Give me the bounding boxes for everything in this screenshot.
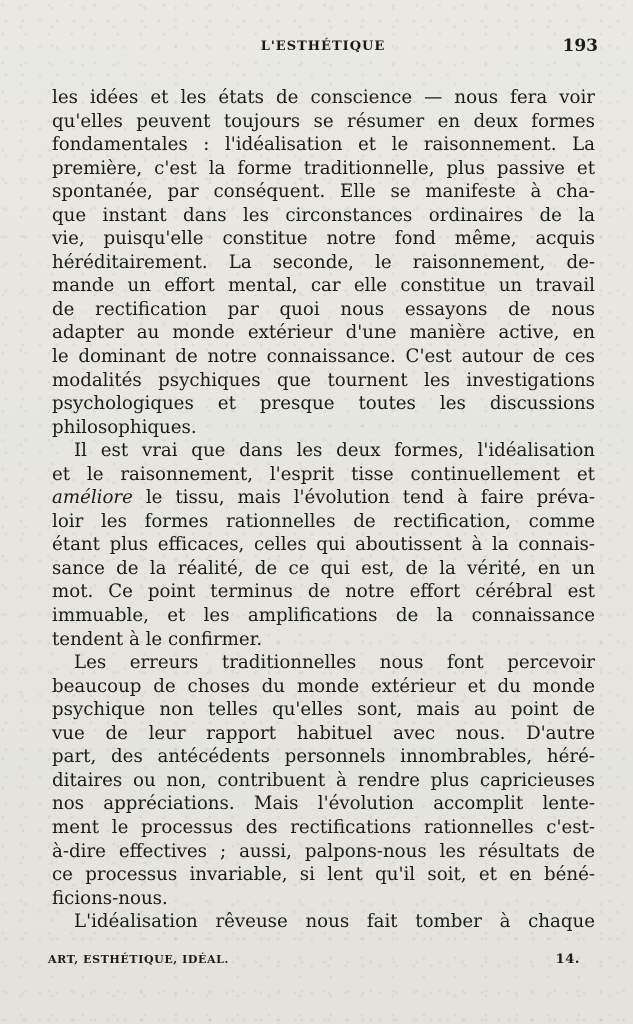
signature-line: ART, ESTHÉTIQUE, IDÉAL. (48, 953, 229, 966)
text-line: immuable, et les amplifications de la connaissance (52, 605, 595, 627)
text-line: sance de la réalité, de ce qui est, de la vérité, en un (52, 557, 595, 579)
text-line: les idées et les états de conscience — nous fera voir (52, 87, 595, 108)
text-line: ditaires ou non, contribuent à rendre plus capricieuses (52, 769, 595, 791)
text-line: Les erreurs traditionnelles nous font percevoir (74, 652, 595, 674)
text-line: vue de leur rapport habituel avec nous. D'autre (52, 722, 595, 744)
text-line: ficions-nous. (52, 887, 168, 909)
text-line: spontanée, par conséquent. Elle se manifeste à cha- (52, 181, 595, 203)
page-number: 193 (562, 36, 598, 56)
text-line: fondamentales : l'idéalisation et le raisonnement. La (52, 134, 595, 156)
sheet-number: 14. (555, 952, 580, 967)
text-line: psychologiques et presque toutes les discussions (52, 393, 595, 415)
text-line: modalités psychiques que tournent les investigations (52, 369, 595, 391)
text-line: ce processus invariable, si lent qu'il soit, et en béné- (52, 864, 595, 886)
text-line: qu'elles peuvent toujours se résumer en deux formes (52, 110, 595, 132)
text-line: adapter au monde extérieur d'une manière active, en (52, 322, 595, 344)
text-line: à-dire effectives ; aussi, palpons-nous les résultats de (52, 840, 595, 862)
text-line: héréditairement. La seconde, le raisonnement, de- (52, 251, 595, 273)
text-line: et le raisonnement, l'esprit tisse continuellement et (52, 463, 595, 485)
text-line: mande un effort mental, car elle constitue un travail (52, 275, 595, 297)
text-line: de rectification par quoi nous essayons de nous (52, 298, 595, 320)
page-footer (48, 951, 580, 971)
body-text (52, 86, 595, 934)
italic-emphasis: améliore (52, 487, 133, 509)
text-line: part, des antécédents personnels innombrables, héré- (52, 746, 595, 768)
text-line: beaucoup de choses du monde extérieur et du monde (52, 675, 595, 697)
text-line: ment le processus des rectifications rationnelles c'est- (52, 816, 595, 838)
text-line: tendent à le confirmer. (52, 628, 263, 650)
text-line: que instant dans les circonstances ordinaires de la (52, 204, 595, 226)
text-line: étant plus efficaces, celles qui aboutissent à la connais- (52, 534, 595, 556)
text-line: améliore le tissu, mais l'évolution tend à faire préva- (52, 487, 595, 509)
text-line: nos appréciations. Mais l'évolution accomplit lente- (52, 793, 595, 815)
text-line: mot. Ce point terminus de notre effort cérébral est (52, 581, 595, 603)
text-line: le dominant de notre connaissance. C'est autour de ces (52, 346, 595, 368)
text-line: loir les formes rationnelles de rectification, comme (52, 510, 595, 532)
text-line: psychique non telles qu'elles sont, mais au point de (52, 699, 595, 721)
running-head (48, 36, 598, 58)
text-line: Il est vrai que dans les deux formes, l'idéalisation (74, 440, 595, 462)
text-line: vie, puisqu'elle constitue notre fond même, acquis (52, 228, 595, 250)
running-title: L'ESTHÉTIQUE (260, 39, 386, 54)
text-line: L'idéalisation rêveuse nous fait tomber à chaque (74, 911, 595, 933)
text-line: philosophiques. (52, 416, 197, 438)
text-line: première, c'est la forme traditionnelle, plus passive et (52, 157, 595, 179)
